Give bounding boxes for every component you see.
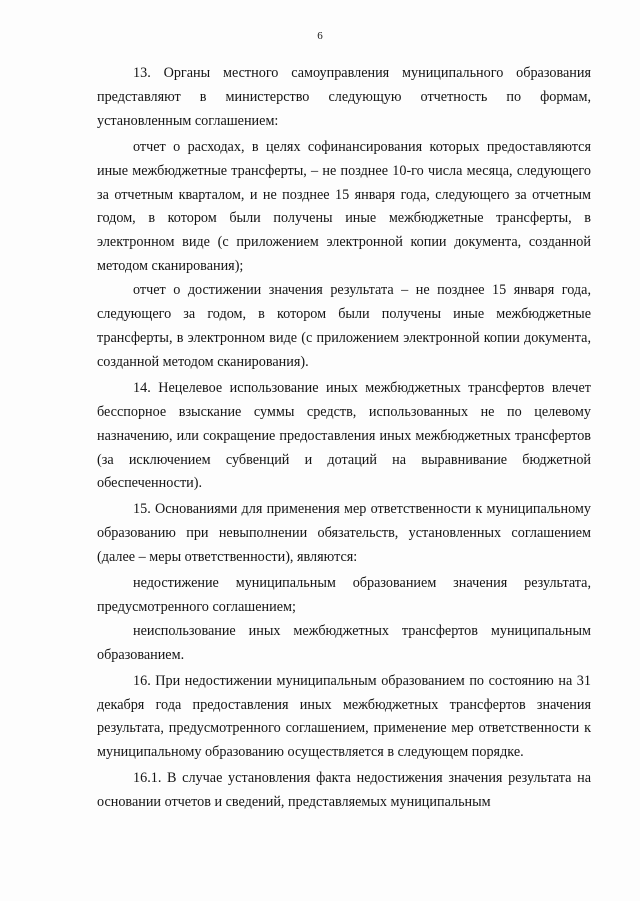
paragraph-15-item-2: неиспользование иных межбюджетных трансфертов муниципальным образованием. xyxy=(97,622,591,663)
paragraph-16-1: 16.1. В случае установления факта недостижения значения результата на основании отчетов и сведений, представляемых муниципальным xyxy=(97,770,591,811)
page-number: 6 xyxy=(317,30,323,42)
paragraph-14: 14. Нецелевое использование иных межбюджетных трансфертов влечет бесспорное взыскание суммы средств, использованных не по целевому назначению, или сокращение предоставления иных межбюджетных трансфертов (за исключением субвенций и дотаций на выравнивание бюджетной обеспеченности). xyxy=(97,379,591,492)
paragraph-13-expense-report: отчет о расходах, в целях софинансирования которых предоставляются иные межбюджетные трансферты, – не позднее 10-го числа месяца, следующего за отчетным кварталом, и не позднее 15 января года, следующего за отчетным годом, в котором были получены иные межбюджетные трансферты, в электронном виде (с приложением электронной копии документа, созданной методом сканирования); xyxy=(97,138,591,275)
paragraph-13: 13. Органы местного самоуправления муниципального образования представляют в министерство следующую отчетность по формам, установленным соглашением: xyxy=(97,65,591,129)
paragraph-15-item-1: недостижение муниципальным образованием значения результата, предусмотренного соглашением; xyxy=(97,575,591,615)
document-body xyxy=(97,62,591,815)
paragraph-16: 16. При недостижении муниципальным образованием по состоянию на 31 декабря года предоставления иных межбюджетных трансфертов значения результата, предусмотренного соглашением, применение мер ответственности к муниципальному образованию осуществляется в следующем порядке. xyxy=(97,672,591,761)
paragraph-13-result-report: отчет о достижении значения результата – не позднее 15 января года, следующего за годом, в котором были получены иные межбюджетные трансферты, в электронном виде (с приложением электронной копии документа, созданной методом сканирования). xyxy=(97,282,591,370)
paragraph-15: 15. Основаниями для применения мер ответственности к муниципальному образованию при невыполнении обязательств, установленных соглашением (далее – меры ответственности), являются: xyxy=(97,501,591,566)
